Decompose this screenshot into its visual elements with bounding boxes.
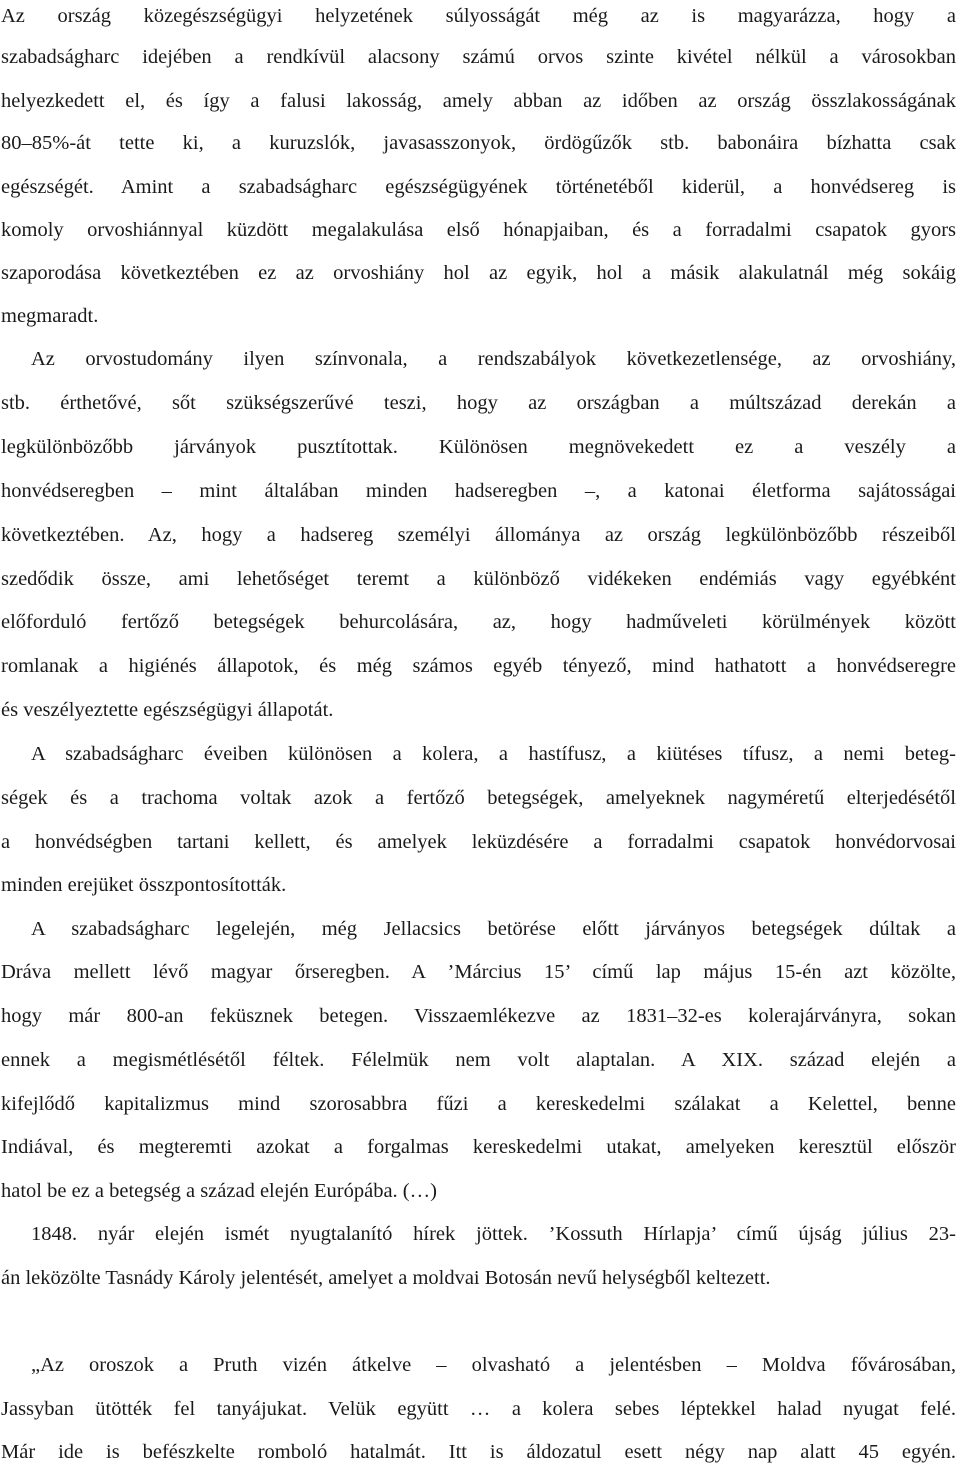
text-line: ennek a megismétlésétől féltek. Félelmük nem volt alaptalan. A XIX. század elején a — [1, 1049, 956, 1071]
text-line: minden erejüket összpontosították. — [1, 874, 287, 896]
text-line: szaporodása következtében ez az orvoshiány hol az egyik, hol a másik alakulatnál még sokáig — [1, 262, 956, 284]
text-line: hatol be ez a betegség a század elején Európába. (…) — [1, 1180, 437, 1202]
text-line: stb. érthetővé, sőt szükségszerűvé teszi, hogy az országban a múltszázad derekán a — [1, 392, 956, 414]
text-line: án leközölte Tasnády Károly jelentését, amelyet a moldvai Botosán nevű helységből keltezett. — [1, 1267, 771, 1289]
text-line: előforduló fertőző betegségek behurcolására, az, hogy hadműveleti körülmények között — [1, 611, 956, 633]
text-line: Az ország közegészségügyi helyzetének súlyosságát még az is magyarázza, hogy a — [1, 5, 956, 27]
text-line: a honvédségben tartani kellett, és amelyek leküzdésére a forradalmi csapatok honvédorvosai — [1, 831, 956, 853]
text-line: Jassyban ütötték fel tanyájukat. Velük együtt … a kolera sebes léptekkel halad nyugat felé. — [1, 1398, 956, 1420]
text-line: szabadságharc idejében a rendkívül alacsony számú orvos szinte kivétel nélkül a városokban — [1, 46, 956, 68]
text-line: A szabadságharc éveiben különösen a kolera, a hastífusz, a kiütéses tífusz, a nemi beteg- — [31, 743, 956, 765]
text-line: 80–85%-át tette ki, a kuruzslók, javasasszonyok, ördögűzők stb. babonáira bízhatta csak — [1, 132, 956, 154]
text-line: A szabadságharc legelején, még Jellacsics betörése előtt járványos betegségek dúltak a — [31, 918, 956, 940]
text-line: 1848. nyár elején ismét nyugtalanító hírek jöttek. ’Kossuth Hírlapja’ című újság július 23- — [31, 1223, 956, 1245]
text-line: honvédseregben – mint általában minden hadseregben –, a katonai életforma sajátosságai — [1, 480, 956, 502]
text-line: ségek és a trachoma voltak azok a fertőző betegségek, amelyeknek nagyméretű elterjedésétől — [1, 787, 956, 809]
text-line: hogy már 800-an feküsznek betegen. Visszaemlékezve az 1831–32-es kolerajárványra, sokan — [1, 1005, 956, 1027]
text-line: megmaradt. — [1, 305, 99, 327]
text-line: „Az oroszok a Pruth vizén átkelve – olvasható a jelentésben – Moldva fővárosában, — [31, 1354, 956, 1376]
text-line: komoly orvoshiánnyal küzdött megalakulása első hónapjaiban, és a forradalmi csapatok gyors — [1, 219, 956, 241]
text-line: Dráva mellett lévő magyar őrseregben. A ’Március 15’ című lap május 15-én azt közölte, — [1, 961, 956, 983]
text-line: szedődik össze, ami lehetőséget teremt a különböző vidékeken endémiás vagy egyébként — [1, 568, 956, 590]
text-line: egészségét. Amint a szabadságharc egészségügyének történetéből kiderül, a honvédsereg is — [1, 176, 956, 198]
text-line: Már ide is befészkelte romboló hatalmát. Itt is áldozatul esett négy nap alatt 45 egyén. — [1, 1441, 956, 1463]
text-line: Az orvostudomány ilyen színvonala, a rendszabályok következetlensége, az orvoshiány, — [31, 348, 956, 370]
text-line: romlanak a higiénés állapotok, és még számos egyéb tényező, mind hathatott a honvédseregre — [1, 655, 956, 677]
text-line: helyezkedett el, és így a falusi lakosság, amely abban az időben az ország összlakosságának — [1, 90, 956, 112]
text-line: és veszélyeztette egészségügyi állapotát. — [1, 699, 334, 721]
text-line: következtében. Az, hogy a hadsereg személyi állománya az ország legkülönbözőbb részeiből — [1, 524, 956, 546]
text-line: legkülönbözőbb járványok pusztítottak. Különösen megnövekedett ez a veszély a — [1, 436, 956, 458]
text-line: Indiával, és megteremti azokat a forgalmas kereskedelmi utakat, amelyeken keresztül először — [1, 1136, 956, 1158]
text-line: kifejlődő kapitalizmus mind szorosabbra fűzi a kereskedelmi szálakat a Kelettel, benne — [1, 1093, 956, 1115]
